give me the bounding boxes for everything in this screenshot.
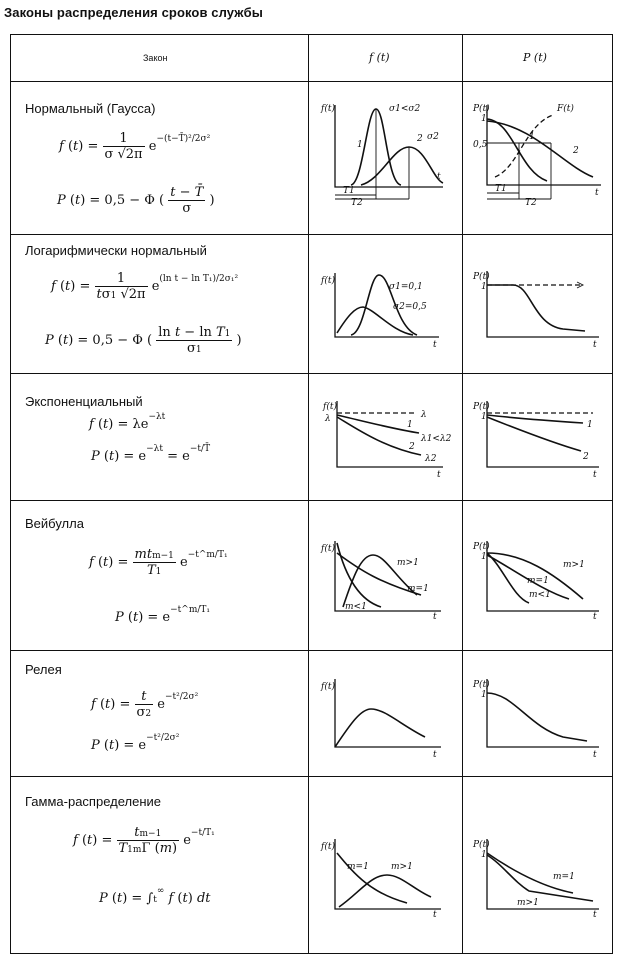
curve-label-1: 1 xyxy=(529,132,535,142)
law-name-gamma: Гамма-распределение xyxy=(25,794,162,809)
formula-normal-p: P (t) = 0,5 − Φ ( $\frac{t - T̄}{\sigma}$ ) xyxy=(57,185,215,216)
header-divider xyxy=(11,81,612,82)
label-m-eq: m=1 xyxy=(347,862,369,872)
curve-label-2: 2 xyxy=(409,442,415,452)
axis-label-ft: f(t) xyxy=(321,276,335,286)
graph-lognormal-p xyxy=(473,267,603,350)
formula-normal-f: f (t) = $\frac{1}{\sigma √2\pi}$ $e^{-(t-T̄)^2/2\sigma^2}$ xyxy=(59,131,211,162)
law-name-lognormal: Логарифмически нормальный xyxy=(25,243,207,258)
column-divider xyxy=(462,35,463,953)
t2-label: T2 xyxy=(525,198,537,208)
label-1: 1 xyxy=(481,690,487,700)
sigma1-label: σ1=0,1 xyxy=(389,282,423,292)
curve-m-gt xyxy=(487,855,593,901)
label-1: 1 xyxy=(481,412,487,422)
axis-label-ft: f(t) xyxy=(321,842,335,852)
axis-label-pt: P(t) xyxy=(473,680,490,690)
curve-label-2: 2 xyxy=(583,452,589,462)
graph-gamma-f xyxy=(321,835,446,920)
formula-exponential-f: f $(t) = \lambda e^{-\lambda t}$ xyxy=(89,412,166,432)
curve-label-1: 1 xyxy=(587,420,593,430)
label-1: 1 xyxy=(481,282,487,292)
axis-label-t: t xyxy=(433,612,437,622)
axis-label-t: t xyxy=(593,910,597,920)
header-p: P (t) xyxy=(523,51,547,64)
axis-label-ft: f(t) xyxy=(321,682,335,692)
formula-exponential-p: P $(t) = e^{-\lambda t} = e^{-t/T̄}$ xyxy=(91,444,211,464)
label-m-gt: m>1 xyxy=(563,560,585,570)
sigma-compare: σ1<σ2 xyxy=(389,104,421,114)
axis-label-t: t xyxy=(437,172,441,182)
law-name-rayleigh: Релея xyxy=(25,662,62,677)
curve-p xyxy=(487,693,587,741)
axis-label-ft: f(t) xyxy=(321,104,335,114)
formula-gamma-f: f (t) = $\frac{tm-1}{T1m\Gamma (m)}$ $e^{-t/T_1}$ xyxy=(73,825,215,856)
label-1: 1 xyxy=(481,850,487,860)
label-m-gt: m>1 xyxy=(391,862,413,872)
t1-label: T1 xyxy=(495,184,507,194)
header-f: f (t) xyxy=(369,51,390,64)
curve-m-eq xyxy=(337,853,407,903)
axis-label-pt: P(t) xyxy=(473,272,490,282)
column-divider xyxy=(308,35,309,953)
row-divider xyxy=(11,650,612,651)
curve-p xyxy=(487,285,585,331)
graph-exponential-p xyxy=(473,395,603,480)
axis-label-t: t xyxy=(593,340,597,350)
graph-exponential-f xyxy=(323,395,452,480)
axis-label-t: t xyxy=(437,470,441,480)
axis-label-pt: P(t) xyxy=(473,104,490,114)
curve-label-2: 2 xyxy=(417,134,423,144)
label-Ft: F(t) xyxy=(557,104,574,114)
page-title: Законы распределения сроков службы xyxy=(4,5,263,20)
label-m-eq: m=1 xyxy=(553,872,575,882)
formula-gamma-p: P (t) = ∫t∞ f (t) dt xyxy=(99,886,211,906)
sigma-2: σ2 xyxy=(427,132,439,142)
law-name-normal: Нормальный (Гаусса) xyxy=(25,101,156,116)
lambda-axis: λ xyxy=(325,414,331,424)
axis-label-t: t xyxy=(595,188,599,198)
graph-lognormal-f xyxy=(321,267,446,350)
axis-label-t: t xyxy=(433,750,437,760)
label-m-lt: m<1 xyxy=(345,602,367,612)
curve-label-1: 1 xyxy=(357,140,363,150)
graph-weibull-f xyxy=(321,537,446,622)
curve-label-1: 1 xyxy=(407,420,413,430)
sigma2-label: σ2=0,5 xyxy=(393,302,427,312)
axis-label-pt: P(t) xyxy=(473,402,490,412)
formula-lognormal-p: P (t) = 0,5 − Φ ( $\frac{\text{ln t − ln T1}}{\sigma 1}$ ) xyxy=(45,325,242,356)
row-divider xyxy=(11,500,612,501)
t1-label: T1 xyxy=(343,186,355,196)
formula-rayleigh-f: f (t) = $\frac{t}{\sigma 2}$ $e^{-t^2/2\sigma^2}$ xyxy=(91,689,199,720)
axis-label-pt: P(t) xyxy=(473,840,490,850)
row-divider xyxy=(11,776,612,777)
curve-m-gt xyxy=(339,875,431,907)
formula-weibull-f: f (t) = $\frac{\text{mtm−1}}{T1}$ $e^{-t\^{}m/T_1}$ xyxy=(89,547,228,578)
label-m-gt: m>1 xyxy=(397,558,419,568)
axis-label-ft: f(t) xyxy=(321,544,335,554)
curve-label-2: 2 xyxy=(573,146,579,156)
formula-weibull-p: P $(t) = e^{-t\^{}m/T_1}$ xyxy=(115,605,211,625)
label-half: 0,5 xyxy=(473,140,488,150)
curve-f xyxy=(335,709,425,747)
axis-label-ft: f(t) xyxy=(323,402,337,412)
row-divider xyxy=(11,373,612,374)
axis-label-t: t xyxy=(593,612,597,622)
axis-label-pt: P(t) xyxy=(473,542,490,552)
axis-label-t: t xyxy=(433,340,437,350)
law-name-weibull: Вейбулла xyxy=(25,516,84,531)
curve-2 xyxy=(361,147,443,185)
label-m-eq: m=1 xyxy=(527,576,549,586)
graph-normal-f xyxy=(321,95,446,207)
formula-lognormal-f: f (t) = $\frac{1}{t\sigma 1 √2\pi}$ $e^{(ln t - ln T_1)/2\sigma_1^2}$ xyxy=(51,271,239,302)
formula-rayleigh-p: P $(t) = e^{-t^2/2\sigma^2}$ xyxy=(91,733,180,753)
graph-rayleigh-f xyxy=(321,675,446,760)
graph-normal-p xyxy=(473,95,603,207)
row-divider xyxy=(11,234,612,235)
label-m-gt: m>1 xyxy=(517,898,539,908)
label-m-eq: m=1 xyxy=(407,584,429,594)
lambda-label: λ xyxy=(421,410,427,420)
label-1: 1 xyxy=(481,552,487,562)
graph-rayleigh-p xyxy=(473,675,603,760)
curve-1 xyxy=(487,415,583,423)
graph-weibull-p xyxy=(473,537,603,622)
axis-label-t: t xyxy=(433,910,437,920)
header-law: Закон xyxy=(143,53,168,63)
t2-label: T2 xyxy=(351,198,363,208)
label-1: 1 xyxy=(481,114,487,124)
lambda-compare: λ1<λ2 xyxy=(421,434,452,444)
axis-label-t: t xyxy=(593,470,597,480)
curve-m-lt xyxy=(337,543,381,607)
laws-table xyxy=(10,34,613,954)
label-m-lt: m<1 xyxy=(529,590,551,600)
law-name-exponential: Экспоненциальный xyxy=(25,394,143,409)
axis-label-t: t xyxy=(593,750,597,760)
lambda-2: λ2 xyxy=(425,454,437,464)
graph-gamma-p xyxy=(473,835,603,920)
